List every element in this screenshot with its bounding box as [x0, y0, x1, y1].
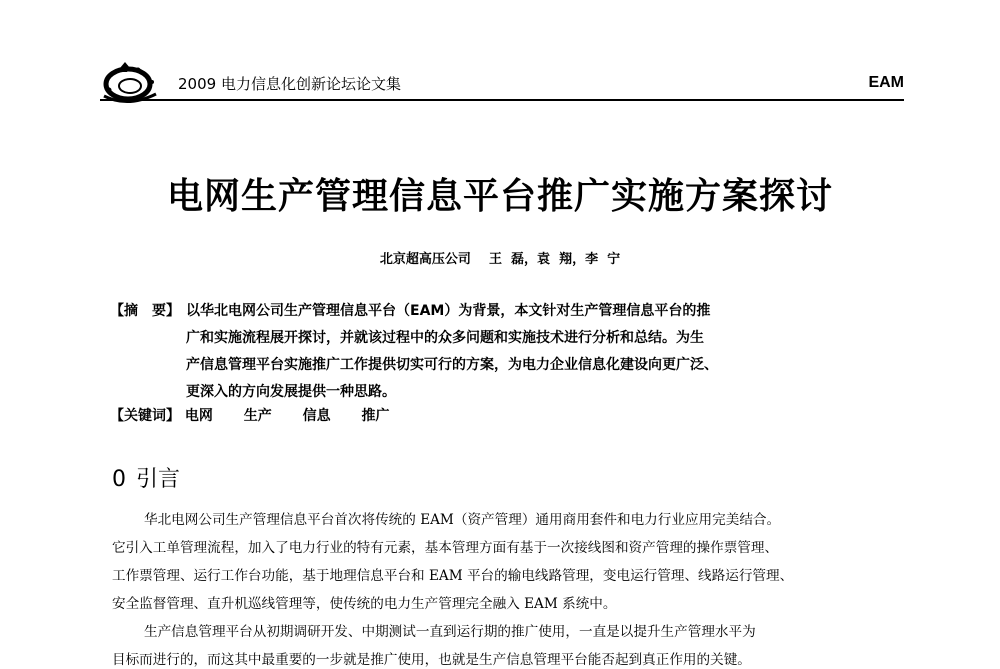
header-divider	[100, 99, 904, 101]
section-tag: EAM	[868, 74, 904, 91]
keywords-label: 【关键词】	[110, 408, 180, 424]
abstract-text-line: 广和实施流程展开探讨，并就该过程中的众多问题和实施技术进行分析和总结。为生	[186, 330, 704, 346]
abstract-text-line: 产信息管理平台实施推广工作提供切实可行的方案，为电力企业信息化建设向更广泛、	[186, 357, 718, 373]
paper-authors: 北京超高压公司 王 磊，袁 翔，李 宁	[379, 252, 621, 267]
keyword: 电网	[184, 408, 213, 424]
body-line: 华北电网公司生产管理信息平台首次将传统的 EAM（资产管理）通用商用套件和电力行业应用完美结合。	[144, 512, 781, 528]
body-line: 生产信息管理平台从初期调研开发、中期测试一直到运行期的推广使用，一直是以提升生产管理水平为	[144, 624, 756, 640]
keyword: 生产	[243, 408, 272, 424]
keywords-row	[110, 405, 416, 425]
body-line: 安全监督管理、直升机巡线管理等，使传统的电力生产管理完全融入 EAM 系统中。	[112, 596, 617, 612]
abstract-text-line: 更深入的方向发展提供一种思路。	[186, 384, 396, 400]
conference-logo-icon	[100, 60, 162, 104]
section-number: 0	[112, 467, 126, 492]
keyword: 推广	[361, 408, 390, 424]
abstract-line	[110, 379, 810, 406]
section-heading	[112, 462, 190, 493]
abstract-block	[110, 298, 810, 406]
body-line: 工作票管理、运行工作台功能，基于地理信息平台和 EAM 平台的输电线路管理，变电运行管理、线路运行管理、	[112, 568, 794, 584]
abstract-line	[110, 325, 810, 352]
body-line: 它引入工单管理流程，加入了电力行业的特有元素，基本管理方面有基于一次接线图和资产管理的操作票管理、	[112, 540, 779, 556]
page-header	[0, 0, 1000, 100]
paper-title: 电网生产管理信息平台推广实施方案探讨	[166, 176, 833, 217]
abstract-line	[110, 298, 810, 325]
abstract-text-line: 以华北电网公司生产管理信息平台（EAM）为背景，本文针对生产管理信息平台的推	[186, 303, 711, 319]
keyword: 信息	[302, 408, 331, 424]
section-title-text: 引言	[136, 467, 181, 492]
abstract-label: 【摘 要】	[110, 303, 180, 319]
body-line: 目标而进行的，而这其中最重要的一步就是推广使用，也就是生产信息管理平台能否起到真正作用的关键。	[112, 652, 751, 668]
abstract-line	[110, 352, 810, 379]
proceedings-title: 2009 电力信息化创新论坛论文集	[178, 75, 401, 93]
